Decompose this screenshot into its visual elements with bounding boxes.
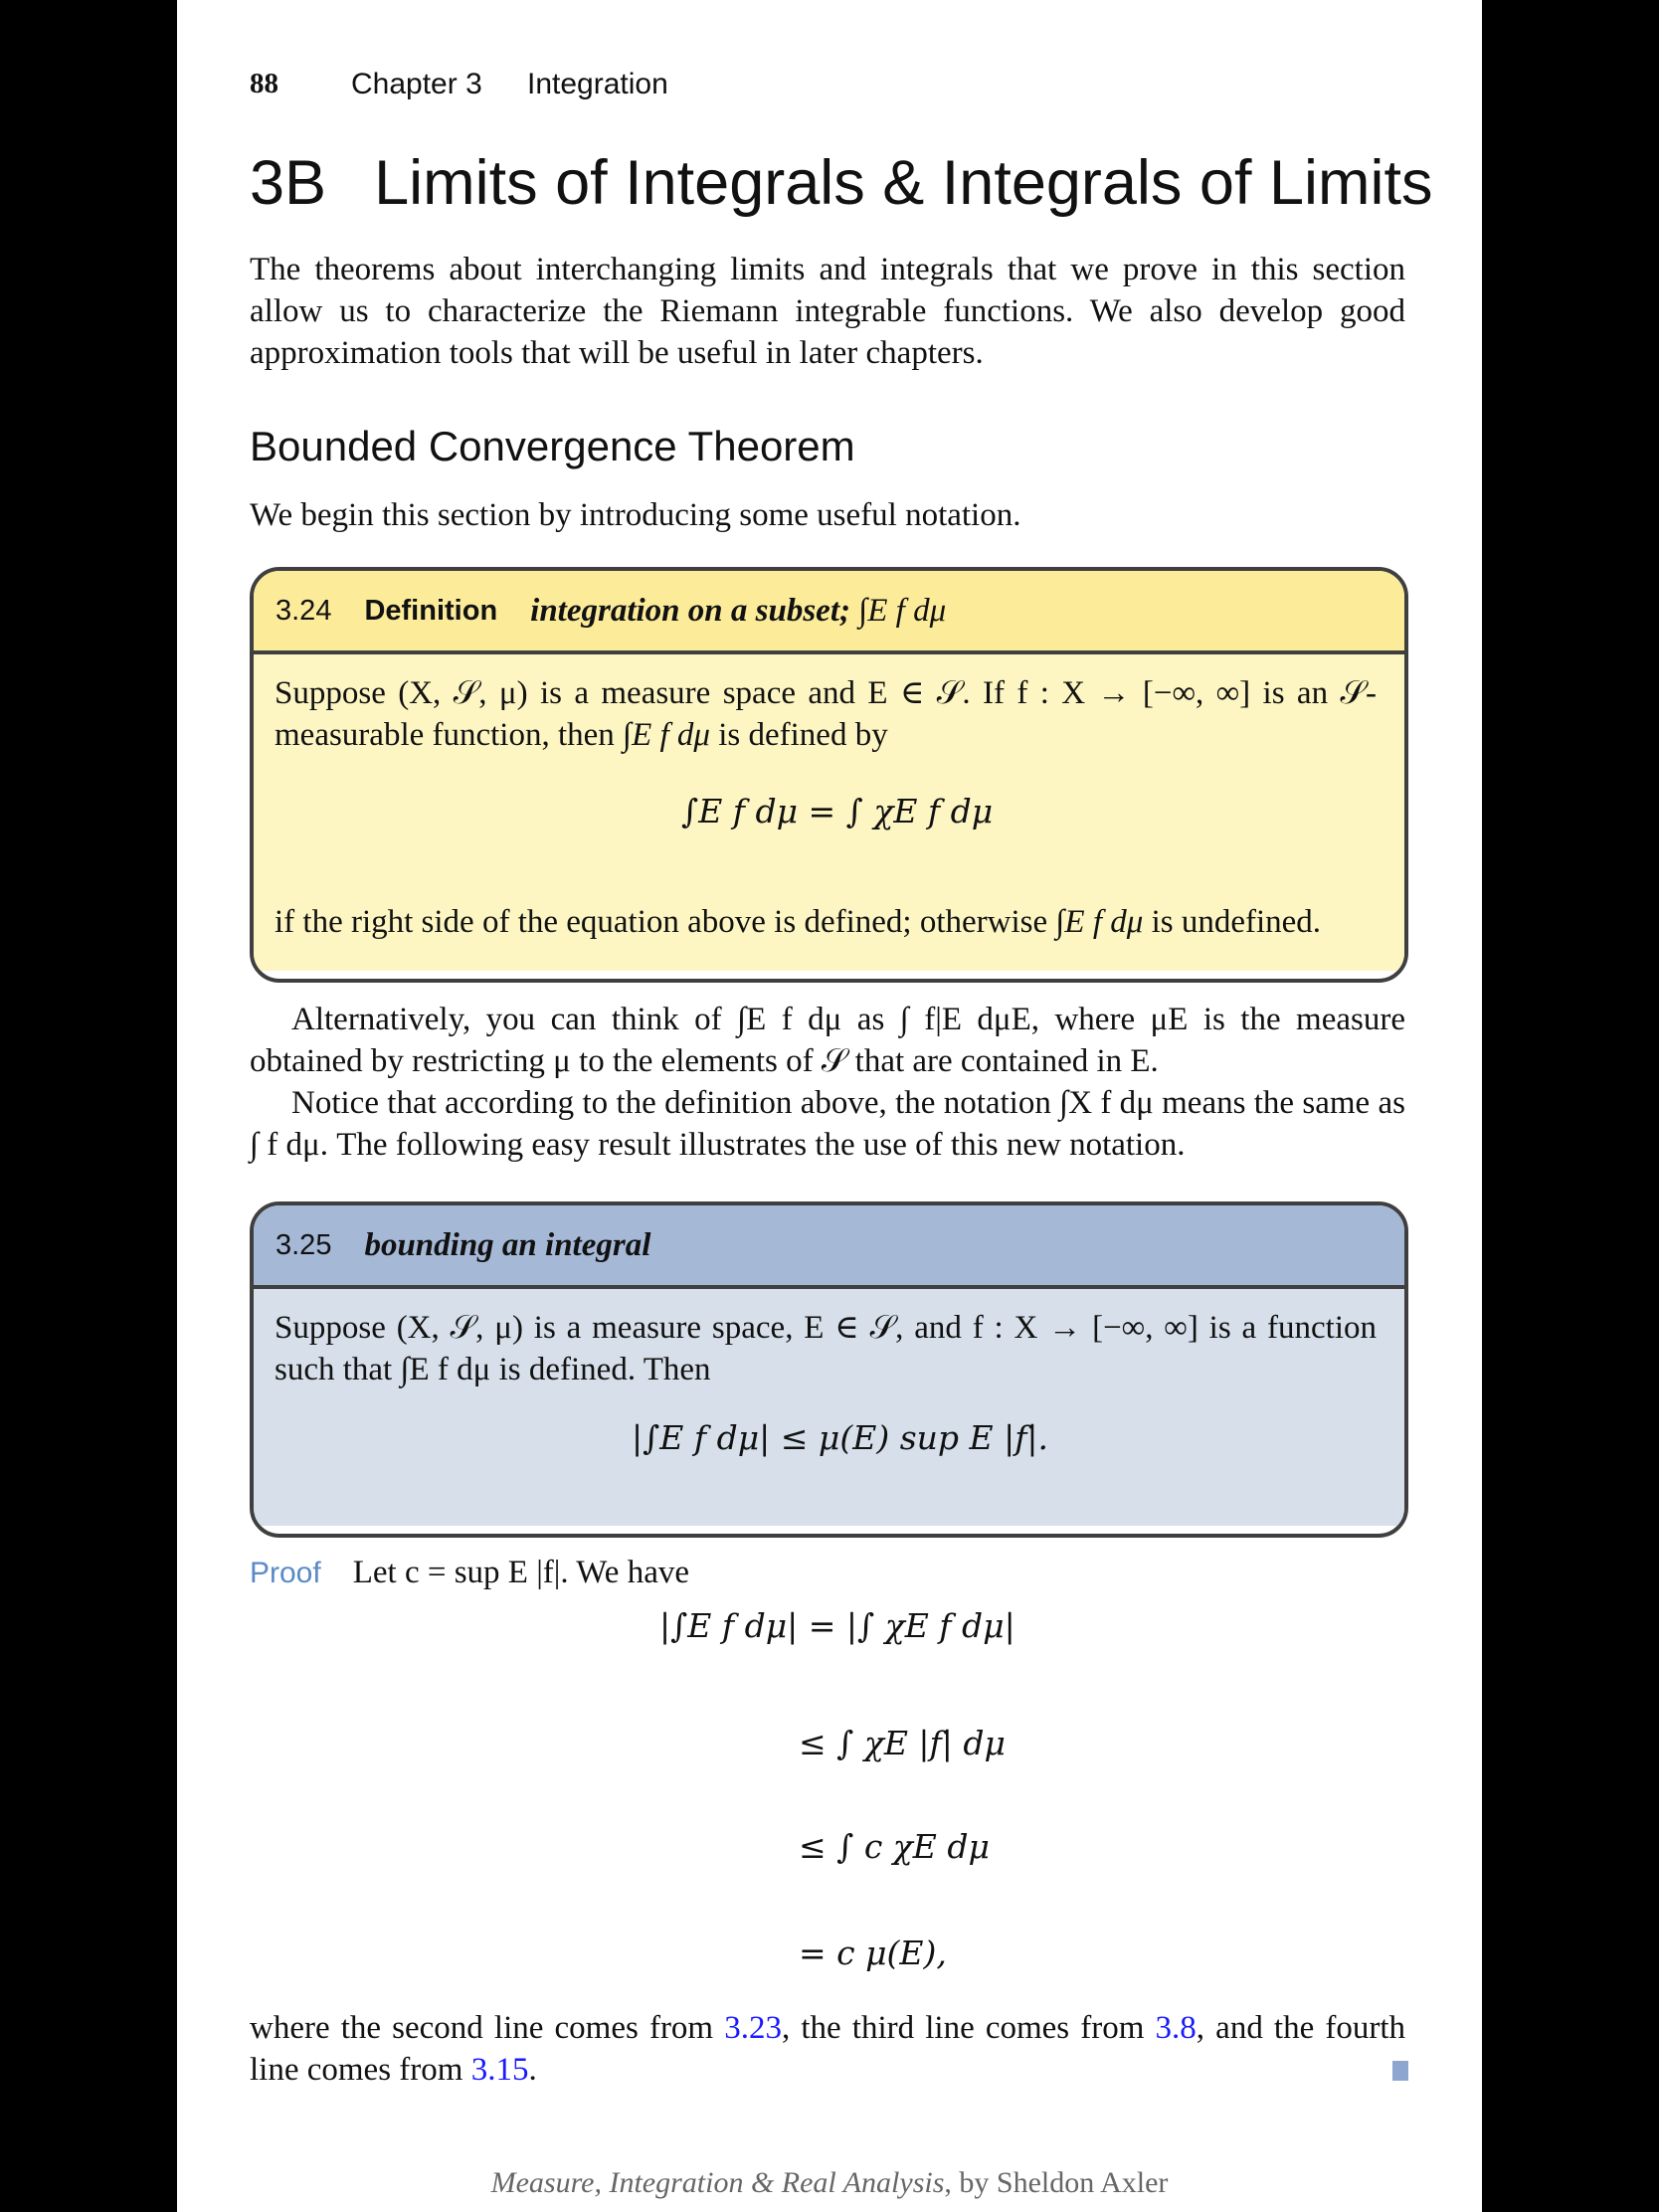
proof-line-2: ≤ ∫ χE |f| dμ bbox=[799, 1724, 1006, 1762]
subsection-title: Bounded Convergence Theorem bbox=[250, 423, 855, 469]
section-number: 3B bbox=[250, 148, 327, 218]
proof-label: Proof bbox=[250, 1557, 321, 1589]
result-header bbox=[254, 1205, 1404, 1289]
footer-book-title: Measure, Integration & Real Analysis bbox=[490, 2166, 945, 2199]
section-title-text: Limits of Integrals & Integrals of Limits bbox=[374, 148, 1433, 218]
lead-paragraph: We begin this section by introducing some useful notation. bbox=[250, 497, 1021, 533]
definition-number: 3.24 bbox=[276, 594, 332, 627]
page-number: 88 bbox=[250, 68, 278, 99]
definition-keyword: Definition bbox=[364, 594, 498, 627]
proof-intro-text: Let c = sup E |f|. We have bbox=[352, 1555, 690, 1590]
ref-3-8-link[interactable]: 3.8 bbox=[1155, 2010, 1197, 2046]
result-box bbox=[250, 1201, 1408, 1538]
running-head-title: Integration bbox=[527, 68, 668, 100]
paragraph-notice: Notice that according to the definition above, the notation ∫X f dμ means the same as ∫ f dμ. The following easy result illustrates the use of this new notation. bbox=[250, 1085, 1405, 1163]
footer-author: , by Sheldon Axler bbox=[944, 2166, 1169, 2199]
running-head-chapter: Chapter 3 bbox=[351, 68, 482, 100]
result-text: Suppose (X, 𝒮, μ) is a measure space, E ∈ 𝒮, and f : X → [−∞, ∞] is a function such that ∫E f dμ is defined. Then bbox=[275, 1310, 1377, 1387]
result-number: 3.25 bbox=[276, 1228, 332, 1261]
result-name: bounding an integral bbox=[364, 1226, 651, 1263]
proof-line-3: ≤ ∫ c χE dμ bbox=[799, 1827, 990, 1866]
ref-3-15-link[interactable]: 3.15 bbox=[470, 2052, 529, 2088]
section-title bbox=[250, 147, 1432, 219]
proof-line-1: |∫E f dμ| = |∫ χE f dμ| bbox=[659, 1606, 1015, 1645]
proof-line-4: = c μ(E), bbox=[799, 1934, 947, 1972]
definition-closing-text: if the right side of the equation above is defined; otherwise ∫E f dμ is undefined. bbox=[275, 904, 1322, 940]
result-body bbox=[254, 1289, 1404, 1526]
paragraph-alternatively: Alternatively, you can think of ∫E f dμ as ∫ f|E dμE, where μE is the measure obtained by restricting μ to the elements of 𝒮 that are contained in E. bbox=[250, 1002, 1405, 1079]
ref-3-23-link[interactable]: 3.23 bbox=[724, 2010, 782, 2046]
definition-name: integration on a subset; ∫E f dμ bbox=[530, 592, 947, 629]
qed-square bbox=[1392, 2061, 1408, 2081]
result-display-inequality: |∫E f dμ| ≤ μ(E) sup E |f|. bbox=[632, 1418, 1049, 1457]
definition-display-equation: ∫E f dμ = ∫ χE f dμ bbox=[681, 792, 994, 830]
book-page bbox=[177, 0, 1482, 2212]
proof-intro bbox=[250, 1555, 689, 1591]
definition-body bbox=[254, 654, 1404, 971]
page-footer bbox=[177, 2166, 1482, 2200]
definition-text: Suppose (X, 𝒮, μ) is a measure space and E ∈ 𝒮. If f : X → [−∞, ∞] is an 𝒮-measurable function, then ∫E f dμ is defined by bbox=[275, 675, 1377, 753]
intro-paragraph: The theorems about interchanging limits and integrals that we prove in this section allow us to characterize the Riemann integrable functions. We also develop good approximation tools that will be useful in later chapters. bbox=[250, 252, 1405, 371]
definition-header bbox=[254, 571, 1404, 654]
definition-box bbox=[250, 567, 1408, 983]
proof-closing: where the second line comes from 3.23, the third line comes from 3.8, and the fourth line comes from 3.15. bbox=[250, 2010, 1406, 2088]
